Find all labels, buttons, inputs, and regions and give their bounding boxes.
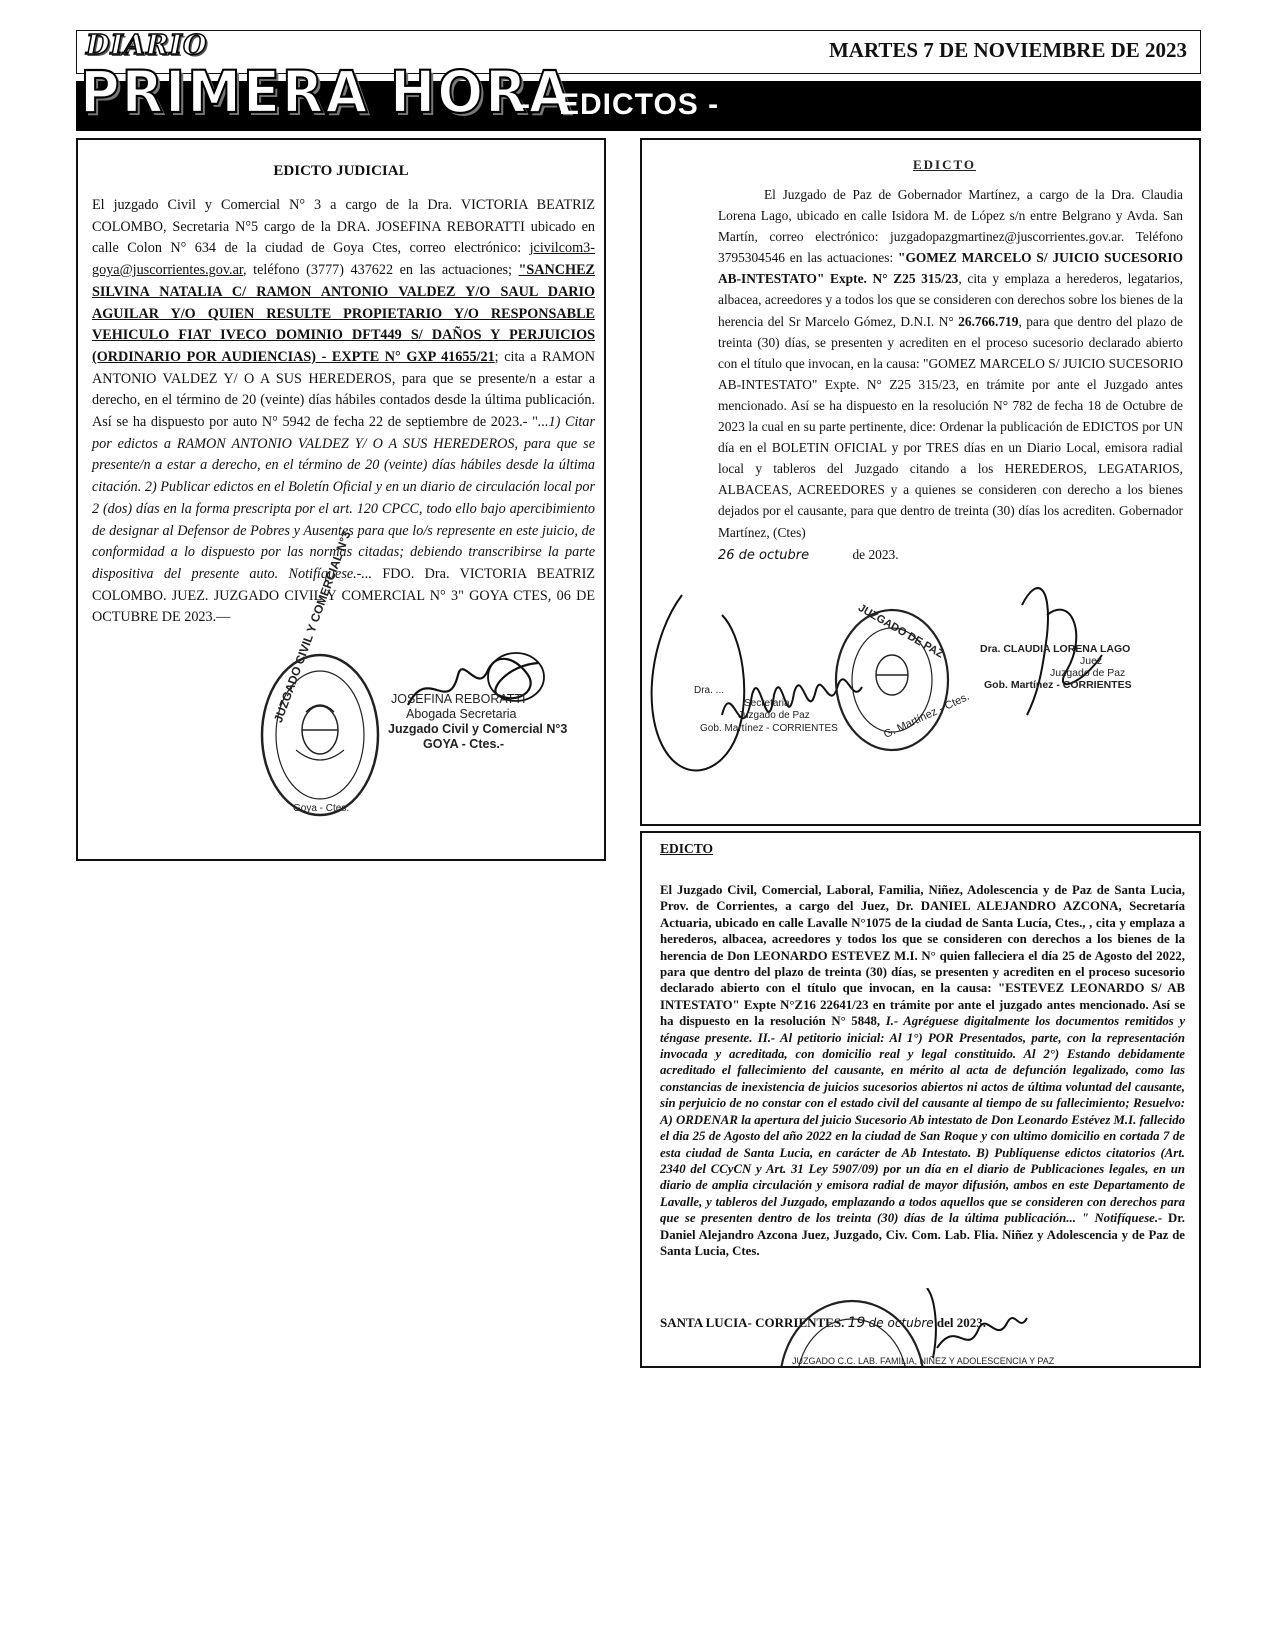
edicto-3-place: SANTA LUCIA- CORRIENTES. [660, 1315, 848, 1330]
edicto-1-phone: , teléfono (3777) 437622 en las actuaciones; [243, 262, 519, 279]
edicto-judicial-panel [76, 138, 606, 861]
signature-block-juez [980, 643, 1132, 691]
sig-2-right-court: Juzgado de Paz [1050, 667, 1126, 679]
sig-2-left-city: Gob. Martínez - CORRIENTES [700, 722, 838, 734]
edicto-2-case-title: "GOMEZ MARCELO S/ JUICIO SUCESORIO AB-INTESTATO" Expte. N° Z25 315/23 [718, 250, 1183, 287]
edicto-3-body [660, 882, 1185, 1259]
court-stamp-goya [256, 650, 384, 820]
edicto-estevez-panel [640, 831, 1201, 1368]
edicto-3-year: del 2023. [933, 1315, 987, 1330]
edicto-3-title: EDICTO [660, 841, 714, 856]
sig-2-left-role: Secretaria [744, 697, 790, 709]
sig-2-left-name: Dra. ... [694, 685, 725, 696]
sig-2-right-role: Juez [1080, 655, 1103, 667]
edicto-3-signoff: Dr. Daniel Alejandro Azcona Juez, Juzgado, Civ. Com. Lab. Flia. Niñez y Adolescencia y de Paz de Santa Lucia, Ctes. [660, 1211, 1185, 1258]
sig-2-left-court: Juzgado de Paz [738, 710, 810, 721]
edicto-2-resolution: , para que dentro del plazo de treinta (30) días, se presenten y acrediten en el proceso sucesorio declarado abierto con el título que invocan, en la causa: "GOMEZ MARCELO S/ JUICIO SUCESORIO AB-INTESTATO" Expte. N° Z25 315/23, en trámite por ante el Juzgado antes mencionado. Así se ha dispuesto en la resolución N° 782 de fecha 18 de Octubre de 2023 la cual en su parte pertinente, dice: Ordenar la publicación de EDICTOS por UN día en el BOLETIN OFICIAL y por TRES días en un Diario Local, emisora radial local y tableros del Juzgado citando a los HEREDEROS, LEGATARIOS, ALBACEAS, ACREEDORES y a quienes se consideren con derecho a los bienes dejados por el causante, para que dentro de treinta (30) días los acrediten. Gobernador Martínez, (Ctes) [718, 313, 1183, 540]
stamp-3-ring-text: JUZGADO C.C. LAB. FAMILIA, NIÑEZ Y ADOLESCENCIA Y PAZ [792, 1356, 1055, 1366]
edicto-1-citation: ; cita a RAMON ANTONIO VALDEZ Y/ O A SUS HEREDEROS, para que se presente/n a estar a derecho, en el término de 20 (veinte) días hábiles contados desde la última publicación. Así se ha dispuesto por auto N° 5942 de fecha 22 de septiembre de 2023.- " [92, 348, 595, 431]
edicto-3-handwritten-day: 19 [847, 1315, 866, 1331]
stamp-1-ring-text: JUZGADO CIVIL Y COMERCIAL N°3 [271, 529, 354, 725]
edicto-1-resolution: ...1) Citar por edictos a RAMON ANTONIO VALDEZ Y/ O A SUS HEREDEROS, para que se presente/n a estar a derecho, en el término de 20 (veinte) días hábiles desde la última citación. 2) Publicar edictos en el Boletín Oficial y en un diario de circulación local por 2 (dos) días en la forma prescripta por el art. 120 CPCC, todo ello bajo apercibimiento de designar al Defensor de Pobres y Ausentes para que lo/s represente en este juicio, de conformidad a lo dispuesto por las normas citadas; debiendo transcribirse la parte dispositiva del presente auto. Notifíquese.-... [92, 414, 595, 582]
edicto-2-year: de 2023. [852, 546, 899, 562]
section-title: - EDICTOS - [520, 88, 720, 121]
sig-1-name: JOSEFINA REBORATTI [391, 692, 526, 706]
stamp-1-bottom-text: Goya - Ctes. [293, 803, 350, 814]
masthead-primera-hora: PRIMERA HORA [80, 58, 573, 127]
sig-2-right-city: Gob. Martínez - CORRIENTES [984, 679, 1132, 691]
edicto-2-dni: 26.766.719 [958, 313, 1019, 329]
edicto-1-body [92, 195, 595, 629]
edicto-2-title: EDICTO [912, 157, 977, 172]
stamp-2-bottom-text: G. Martínez - Ctes. [882, 690, 972, 741]
edicto-2-date-line [718, 544, 1183, 566]
edicto-2-intro: El Juzgado de Paz de Gobernador Martínez, a cargo de la Dra. Claudia Lorena Lago, ubicado en calle Isidora M. de López s/n entre Belgrano y Avda. San Martín, correo electrónico: juzgadopazgmartinez@juscorrientes.gov.ar. Teléfono 3795304546 en las actuaciones: [718, 187, 1183, 266]
sig-1-court: Juzgado Civil y Comercial N°3 [388, 722, 568, 736]
edicto-3-intro: El Juzgado Civil, Comercial, Laboral, Familia, Niñez, Adolescencia y de Paz de Santa Lucia, Prov. de Corrientes, a cargo del Juez, Dr. DANIEL ALEJANDRO AZCONA, Secretaría Actuaria, ubicado en calle Lavalle N°1075 de la ciudad de Santa Lucía, Ctes., , cita y emplaza a herederos, albacea, acreedores y todos los que se consideren con derechos a los bienes de la herencia de Don LEONARDO ESTEVEZ M.I. N° quien falleciera el día 25 de Agosto del 2022, para que dentro del plazo de treinta (30) días, se presenten y acrediten en el proceso sucesorio declarado abierto con el título que invocan, en la causa: "ESTEVEZ LEONARDO S/ AB INTESTATO" Expte N°Z16 22641/23 en trámite por ante el juzgado antes mencionado. Así se ha dispuesto en la resolución N° 5848, [660, 883, 1185, 1029]
sig-1-role: Abogada Secretaria [406, 707, 517, 721]
signature-block-reboratti [388, 692, 567, 752]
edicto-1-case-title: "SANCHEZ SILVINA NATALIA C/ RAMON ANTONIO VALDEZ Y/O SAUL DARIO AGUILAR Y/O QUIEN RESULTE PROPIETARIO Y/O RESPONSABLE VEHICULO FIAT IVECO DOMINIO DFT449 S/ DAÑOS Y PERJUICIOS (ORDINARIO POR AUDIENCIAS) - EXPTE N° GXP 41655/21 [92, 262, 595, 365]
sig-1-city: GOYA - Ctes.- [423, 737, 505, 751]
edicto-2-handwritten-date: 26 de octubre [718, 547, 810, 563]
edicto-gomez-panel [640, 138, 1201, 826]
edicto-3-resolution: I.- Agréguese digitalmente los documentos remitidos y téngase presente. II.- Al petitorio inicial: Al 1°) POR Presentados, parte, con la representación invocada y acreditada, con domicilio real y legal constituido. Al 2°) Estando debidamente acreditado el fallecimiento del causante, en mérito al acta de defunción legalizado, como las constancias de inexistencia de juicios sucesorios abiertos ni actos de última voluntad del causante, sin perjuicio de no constar con el estado civil del causante al tiempo de su fallecimiento; Resuelvo: A) ORDENAR la apertura del juicio Sucesorio Ab intestato de Don Leonardo Estévez M.I. fallecido el dia 25 de Agosto del año 2022 en la ciudad de San Roque y con ultimo domicilio en cortada 7 de esta ciudad de Santa Lucia, en carácter de Ab Intestato. B) Publíquense edictos citatorios (Art. 2340 del CCyCN y Art. 31 Ley 5907/09) por un día en el diario de Publicaciones legales, en un diario de amplia circulación y emisora radial de mayor difusión, ambos en este Departamento de Lavalle, y tableros del Juzgado, emplazando a todos aquellos que se consideren con derechos para que se presenten dentro de los treinta (30) días de la última publicación... " Notifíquese.- [660, 1014, 1185, 1226]
edicto-2-body [718, 184, 1183, 566]
masthead-diario: DIARIO [86, 30, 208, 61]
edicto-1-intro: El juzgado Civil y Comercial N° 3 a cargo de la Dra. VICTORIA BEATRIZ COLOMBO, Secretaria N°5 cargo de la DRA. JOSEFINA REBORATTI ubicado en calle Colon N° 634 de la ciudad de Goya Ctes, correo electrónico: [92, 197, 595, 257]
sig-2-right-name: Dra. CLAUDIA LORENA LAGO [980, 643, 1131, 655]
edicto-1-title: EDICTO JUDICIAL [273, 163, 409, 179]
edicto-1-signoff: FDO. Dra. VICTORIA BEATRIZ COLOMBO. JUEZ. JUZGADO CIVIL Y COMERCIAL N° 3" GOYA CTES, 06 DE OCTUBRE DE 2023.— [92, 565, 595, 626]
stamp-2-ring-text: JUZGADO DE PAZ [856, 602, 946, 661]
signature-block-secretaria [694, 685, 838, 735]
edicto-1-email: jcivilcom3-goya@juscorrientes.gov.ar [92, 240, 595, 279]
edicto-3-handwritten-month: de octubre [868, 1316, 934, 1330]
edicto-2-citation: , cita y emplaza a herederos, legatarios, albacea, acreedores y a todos los que se consideren con derechos sobre los bienes de la herencia del Sr Marcelo Gómez, D.N.I. N° [718, 271, 1183, 329]
issue-date: MARTES 7 DE NOVIEMBRE DE 2023 [828, 38, 1187, 62]
